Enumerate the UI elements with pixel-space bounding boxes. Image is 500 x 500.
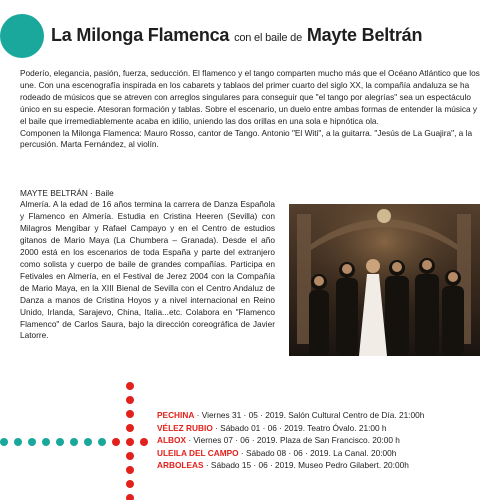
schedule-details: · Sábado 15 · 06 · 2019. Museo Pedro Gilabert. 20:00h (203, 460, 409, 470)
schedule-location: VÉLEZ RUBIO (157, 422, 213, 433)
teal-circle-decoration (0, 14, 44, 58)
group-photo (289, 204, 480, 356)
intro-paragraph: Poderío, elegancia, pasión, fuerza, seducción. El flamenco y el tango comparten mucho más que el Océano Atlántico que los une. Con una escenografía inspirada en los cabarets y tablaos del primer cuarto del siglo XX, la compañía andaluza se ha rodeado de músicos que se atreven con arreglos singulares para conseguir que "el tango por alegrías" sea un espectáculo único en su especie. Atesoran formación y tablas. Sobre el escenario, un duelo entre ambas formas de entender la música y el baile que irremediablemente acaba en idilio, uniendo las dos orillas en una sola e hipnótica ola. (20, 68, 480, 126)
schedule-row (157, 434, 497, 447)
title-connector: con el baile de (234, 32, 303, 44)
title-artist: Mayte Beltrán (306, 25, 423, 45)
schedule-row (157, 422, 497, 435)
red-dots (112, 382, 148, 500)
intro-text (20, 68, 482, 151)
schedule-details: · Sábado 01 · 06 · 2019. Teatro Óvalo. 21:00 h (212, 422, 387, 433)
group-photo-image (289, 204, 480, 356)
performance-schedule (157, 409, 497, 472)
schedule-details: · Viernes 31 · 05 · 2019. Salón Cultural Centro de Día. 21:00h (194, 410, 425, 420)
schedule-location: ULEILA DEL CAMPO (157, 447, 239, 458)
title-main: La Milonga Flamenca (51, 25, 230, 45)
schedule-row (157, 409, 497, 422)
schedule-details: · Sábado 08 · 06 · 2019. La Canal. 20:00h (238, 447, 397, 458)
intro-paragraph: Componen la Milonga Flamenca: Mauro Rosso, cantor de Tango. Antonio "El Witi", a la guitarra. "Jesús de La Guajira", a la percusión. Marta Fernández, al violín. (20, 127, 473, 150)
schedule-location: ALBOX (157, 435, 187, 445)
schedule-location: PECHINA (157, 410, 195, 420)
bio-heading: MAYTE BELTRÁN · Baile (20, 188, 114, 198)
bio-text: Almería. A la edad de 16 años termina la carrera de Danza Española y Flamenco en Almería. Estudia en Cristina Heeren (Sevilla) con Milagros Mengíbar y Rafael Campayo y en el Centro de estudios gitanos de Mario Maya (La Chumbera – Granada). Desde el año 2000 está en los escenarios de toda España y parte del extranjero como solista y cuerpo de baile de grandes compañías. Participa en Fetivales en Almería, en el Festival de Jerez 2004 con la Compañía de Mario Maya, en la XIII Bienal de Sevilla con el Centro Andaluz de Danza a manos de Cristina Hoyos y a nivel internacional en Reino Unido, Irlanda, Sarajevo, China, Italia...etc. Colabora en "Flamenco Flamenco" de Carlos Saura, bajo la dirección coreográfica de Javier Latorre. (20, 199, 275, 341)
schedule-location: ARBOLEAS (157, 460, 204, 470)
page-title (51, 24, 422, 49)
schedule-details: · Viernes 07 · 06 · 2019. Plaza de San Francisco. 20:00 h (186, 435, 400, 445)
schedule-row (157, 459, 497, 472)
schedule-row (157, 447, 497, 460)
teal-dots (0, 438, 106, 446)
